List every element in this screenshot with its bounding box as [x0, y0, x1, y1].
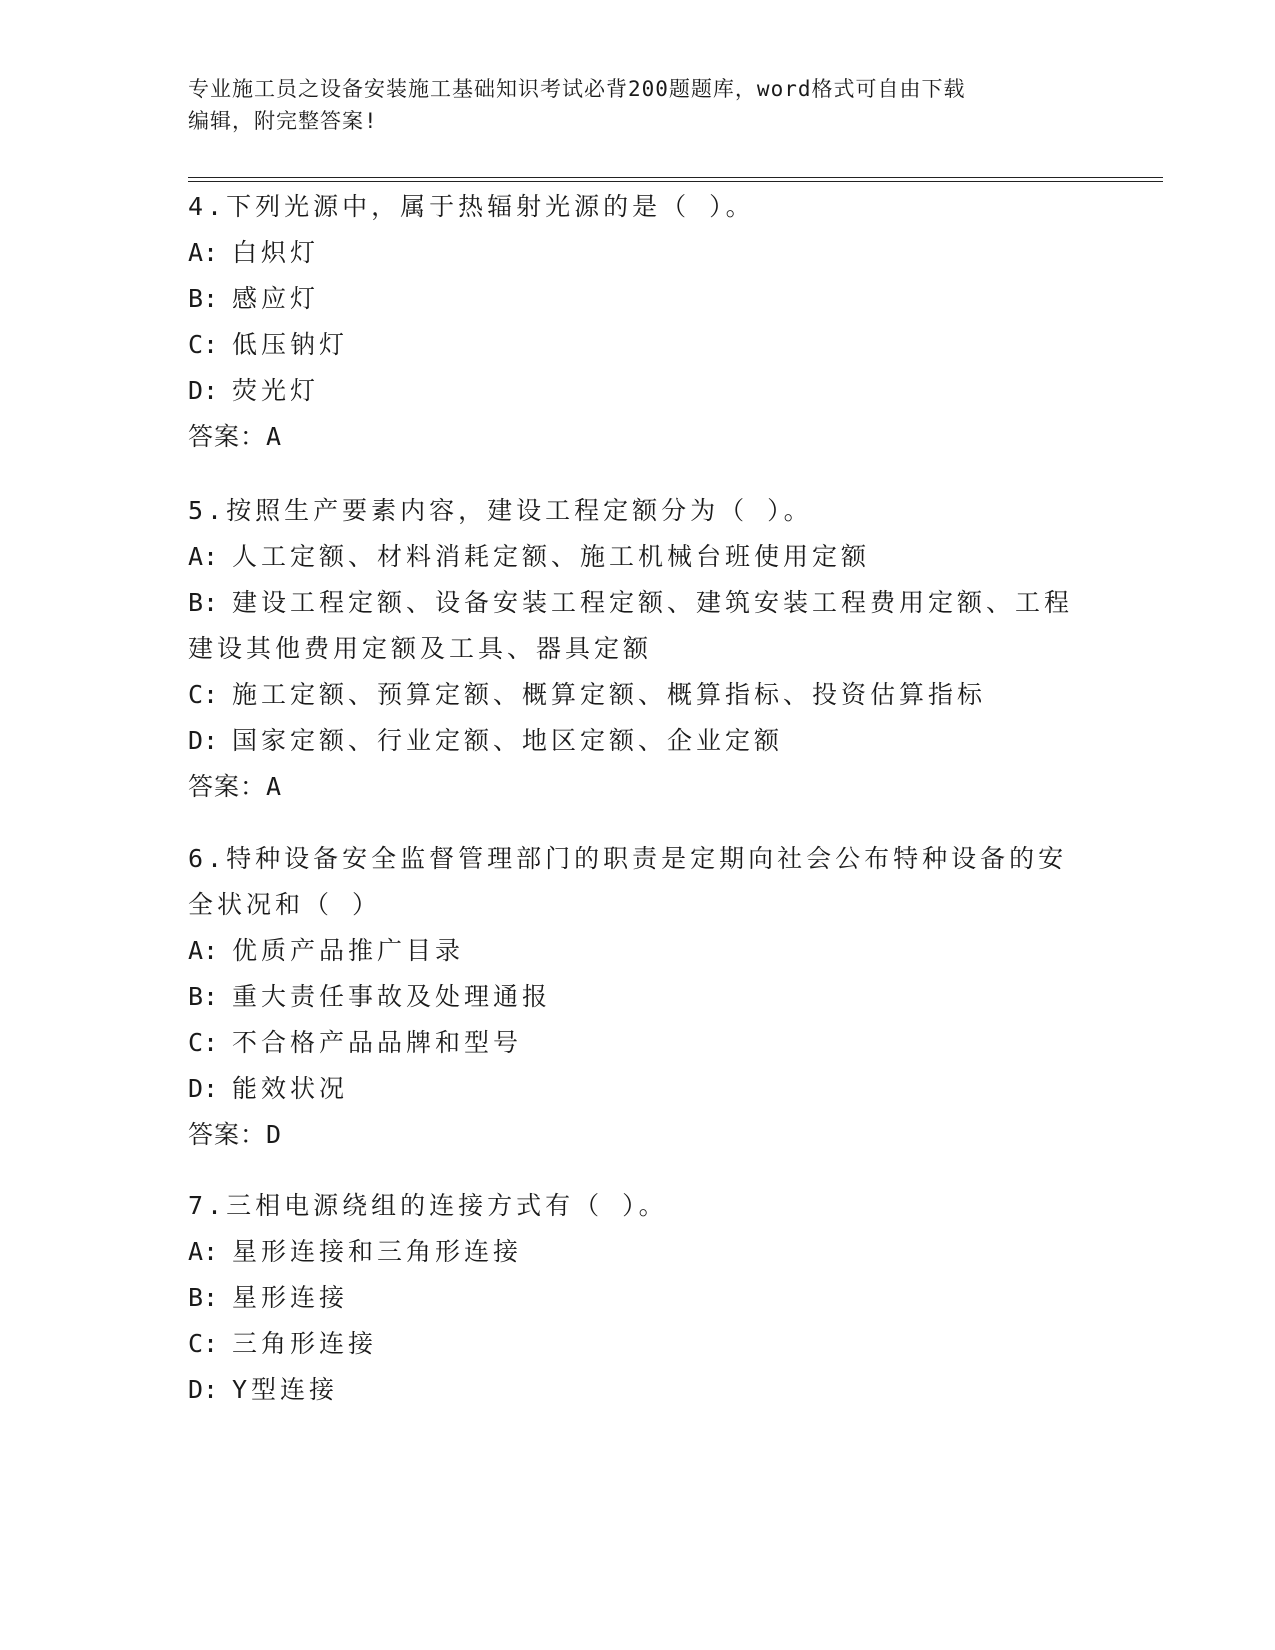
option-text: 国家定额、行业定额、地区定额、企业定额 [232, 726, 784, 755]
option-c [188, 1321, 1088, 1367]
option-text: 三角形连接 [232, 1329, 378, 1358]
option-text: 星形连接 [232, 1283, 349, 1312]
option-letter: C: [188, 330, 219, 359]
option-letter: C: [188, 680, 219, 709]
option-b [188, 580, 1088, 626]
header-line-2: 编辑，附完整答案! [188, 109, 378, 133]
header-divider [188, 177, 1163, 182]
option-a [188, 928, 1088, 974]
document-header [188, 73, 1088, 137]
option-d [188, 1367, 1088, 1413]
answer-line: 答案：D [188, 1120, 283, 1149]
option-c [188, 672, 1088, 718]
option-text: 星形连接和三角形连接 [232, 1237, 523, 1266]
option-text: 人工定额、材料消耗定额、施工机械台班使用定额 [232, 542, 871, 571]
option-letter: D: [188, 376, 219, 405]
option-letter: B: [188, 284, 219, 313]
question-5 [188, 488, 1088, 810]
option-text: 能效状况 [232, 1074, 349, 1103]
option-text: 重大责任事故及处理通报 [232, 982, 552, 1011]
option-letter: A: [188, 936, 219, 965]
option-c [188, 322, 1088, 368]
question-stem: 5.按照生产要素内容，建设工程定额分为（ ）。 [188, 496, 813, 525]
option-text: 建设工程定额、设备安装工程定额、建筑安装工程费用定额、工程 [232, 588, 1074, 617]
option-text: 优质产品推广目录 [232, 936, 465, 965]
option-letter: B: [188, 982, 219, 1011]
option-a [188, 1229, 1088, 1275]
option-c [188, 1020, 1088, 1066]
question-4 [188, 184, 1088, 460]
question-stem: 6.特种设备安全监督管理部门的职责是定期向社会公布特种设备的安 [188, 844, 1068, 873]
question-6 [188, 836, 1088, 1158]
option-b-continued: 建设其他费用定额及工具、器具定额 [188, 634, 653, 663]
option-text: 荧光灯 [232, 376, 320, 405]
header-line-1: 专业施工员之设备安装施工基础知识考试必背200题题库，word格式可自由下载 [188, 77, 966, 101]
option-d [188, 368, 1088, 414]
answer-line: 答案：A [188, 772, 283, 801]
option-text: 施工定额、预算定额、概算定额、概算指标、投资估算指标 [232, 680, 987, 709]
option-text: 不合格产品品牌和型号 [232, 1028, 523, 1057]
option-a [188, 230, 1088, 276]
option-letter: A: [188, 542, 219, 571]
option-letter: C: [188, 1329, 219, 1358]
question-stem: 4.下列光源中，属于热辐射光源的是（ ）。 [188, 192, 755, 221]
option-letter: B: [188, 588, 219, 617]
option-text: Y型连接 [232, 1375, 339, 1404]
option-d [188, 718, 1088, 764]
option-a [188, 534, 1088, 580]
option-b [188, 974, 1088, 1020]
option-letter: D: [188, 726, 219, 755]
option-b [188, 276, 1088, 322]
option-letter: B: [188, 1283, 219, 1312]
option-letter: D: [188, 1375, 219, 1404]
answer-line: 答案：A [188, 422, 283, 451]
option-b [188, 1275, 1088, 1321]
option-text: 感应灯 [232, 284, 320, 313]
question-stem-continued: 全状况和（ ） [188, 890, 382, 919]
option-d [188, 1066, 1088, 1112]
option-text: 白炽灯 [232, 238, 320, 267]
option-letter: A: [188, 1237, 219, 1266]
option-letter: D: [188, 1074, 219, 1103]
question-stem: 7.三相电源绕组的连接方式有（ ）。 [188, 1191, 668, 1220]
option-letter: A: [188, 238, 219, 267]
option-letter: C: [188, 1028, 219, 1057]
question-7 [188, 1183, 1088, 1413]
option-text: 低压钠灯 [232, 330, 349, 359]
